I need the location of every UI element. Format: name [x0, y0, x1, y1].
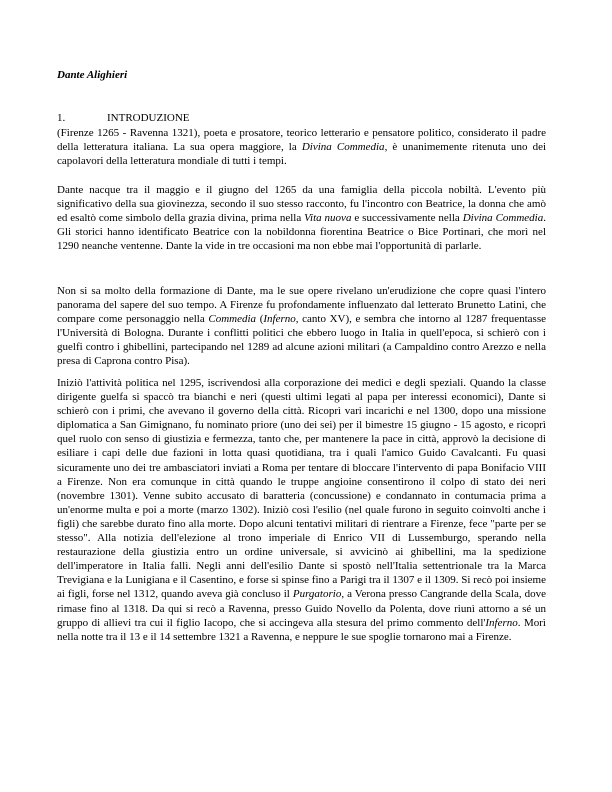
paragraph-education [57, 284, 546, 369]
text-run: , è unanimemente ritenuta uno dei capolavori della letteratura mondiale di tutti i tempi. [57, 141, 547, 168]
text-run: Iniziò l'attività politica nel 1295, iscrivendosi alla corporazione dei medici e degli speziali. Quando la classe dirigente guelfa si spaccò tra bianchi e neri (questi ultimi legati al papa per interessi economici), Dante si schierò con i primi, che avevano il governo della città. Ricoprì vari incarichi e nel 1300, dopo una missione diplomatica a San Gimignano, fu nominato priore (uno dei sei) per il bimestre 15 giugno - 15 agosto, e ricoprì quel ruolo con senso di giustizia e fermezza, tanto che, per mantenere la pace in città, approvò la decisione di esiliare i capi delle due fazioni in lotta quasi quotidiana, tra i quali l'amico Guido Cavalcanti. Fu quasi sicuramente uno dei tre ambasciatori inviati a Roma per tentare di bloccare l'intervento di papa Bonifacio VIII a Firenze. Non era comunque in città quando le truppe angioine consentirono il colpo di stato dei neri (novembre 1301). Venne subito accusato di baratteria (concussione) e condannato in contumacia prima a un'enorme multa e poi a morte (marzo 1302). Iniziò così l'esilio (nel quale furono in seguito coinvolti anche i figli) che sarebbe durato fino alla morte. Dopo alcuni tentativi militari di rientrare a Firenze, fece "parte per se stesso". Alla notizia dell'elezione al trono imperiale di Enrico VII di Lussemburgo, sperando nella restaurazione della giustizia entro un ordine universale, si avvicinò ai ghibellini, ma la spedizione dell'imperatore in Italia fallì. Negli anni dell'esilio Dante si spostò nell'Italia settentrionale tra la Marca Trevigiana e la Lunigiana e il Casentino, e forse si spinse fino a Parigi tra il 1307 e il 1309. Si recò poi insieme ai figli, forse nel 1312, quando aveva già concluso il [57, 377, 546, 601]
text-run: Dante nacque tra il maggio e il giugno del 1265 da una famiglia della piccola nobiltà. L'evento più significativo della sua giovinezza, secondo il suo stesso racconto, fu l'incontro con Beatrice, la donna che amò ed esaltò come simbolo della grazia divina, prima nella [57, 184, 546, 225]
section-heading [57, 112, 189, 124]
text-run: , a Verona presso Cangrande della Scala, dove rimase fino al 1318. Da qui si recò a Ravenna, presso Guido Novello da Polenta, dove riunì attorno a sé un gruppo di allievi tra cui il figlio Iacopo, che si accingeva alla stesura del primo commento dell' [57, 588, 546, 629]
text-run: (Firenze 1265 - Ravenna 1321), poeta e prosatore, teorico letterario e pensatore politico, considerato il padre della letteratura italiana. La sua opera maggiore, la [57, 127, 546, 154]
text-run: . Gli storici hanno identificato Beatrice con la nobildonna fiorentina Beatrice o Bice Portinari, che morì nel 1290 neanche ventenne. Dante la vide in tre occasioni ma non ebbe mai l'opportunità di parlarle. [57, 212, 546, 253]
paragraph-birth [57, 183, 546, 253]
italic-title: Divina Commedia [301, 141, 385, 154]
italic-title: Inferno [263, 313, 296, 326]
italic-title: Commedia [208, 313, 257, 326]
text-run: . Morì nella notte tra il 13 e il 14 settembre 1321 a Ravenna, e neppure le sue spoglie tornarono mai a Firenze. [57, 616, 546, 643]
italic-title: Inferno [485, 616, 518, 629]
text-run: Non si sa molto della formazione di Dante, ma le sue opere rivelano un'erudizione che copre quasi l'intero panorama del sapere del suo tempo. A Firenze fu profondamente influenzato dal letterato Brunetto Latini, che compare come personaggio nella [57, 285, 546, 326]
text-run: ( [256, 313, 264, 326]
paragraph-intro [57, 126, 546, 168]
italic-title: Divina Commedia [462, 212, 544, 225]
paragraph-politics [57, 376, 546, 644]
section-number: 1. [57, 112, 66, 124]
text-run: , canto XV), e sembra che intorno al 1287 frequentasse l'Università di Bologna. Durante i conflitti politici che ebbero luogo in Italia in quell'epoca, si schierò con i guelfi contro i ghibellini, partecipando nel 1289 ad alcune azioni militari (a Campaldino contro Arezzo e nella presa di Caprona contro Pisa). [57, 313, 546, 368]
section-label: INTRODUZIONE [107, 112, 190, 124]
text-run: e successivamente nella [351, 212, 463, 225]
italic-title: Vita nuova [304, 212, 352, 225]
document-title: Dante Alighieri [57, 69, 128, 81]
italic-title: Purgatorio [292, 588, 342, 601]
